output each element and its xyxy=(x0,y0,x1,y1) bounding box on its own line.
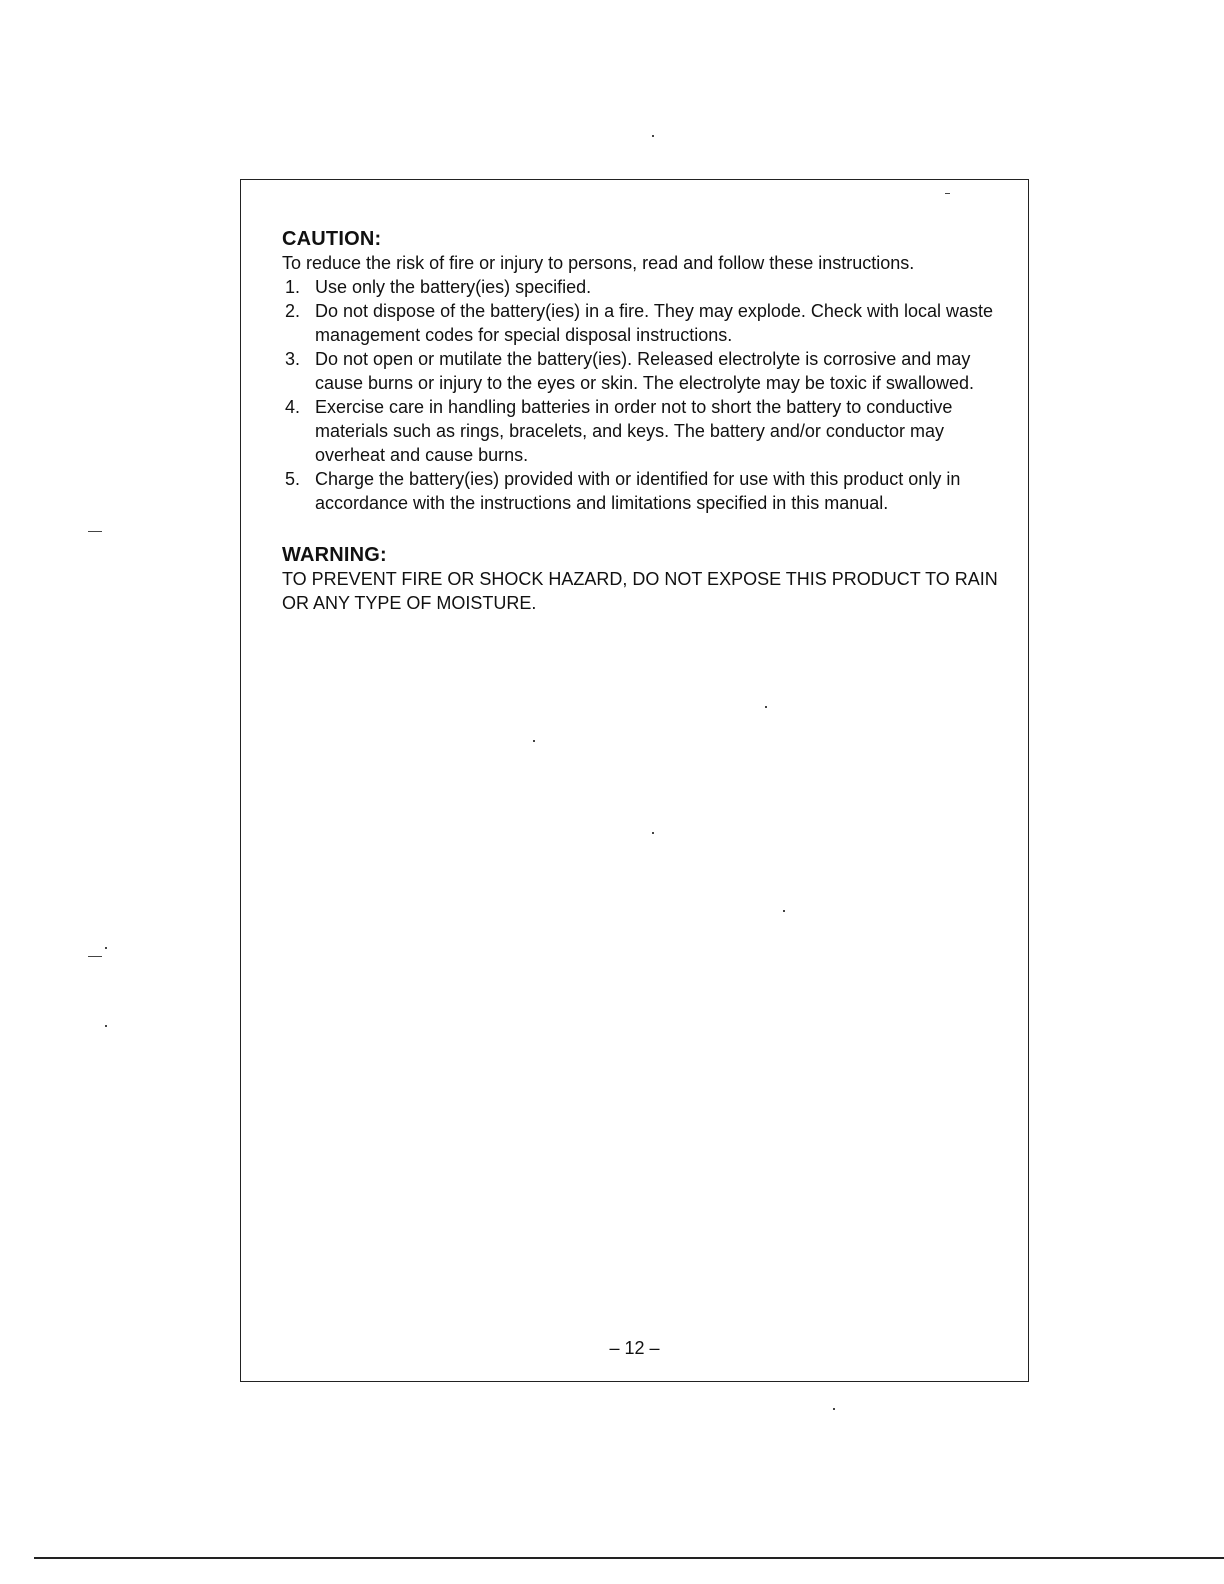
caution-item-number: 3. xyxy=(285,349,301,369)
scan-speck xyxy=(833,1408,835,1410)
content-area xyxy=(282,227,1002,615)
warning-section xyxy=(282,543,1002,615)
warning-text: TO PREVENT FIRE OR SHOCK HAZARD, DO NOT EXPOSE THIS PRODUCT TO RAIN OR ANY TYPE OF MOISTURE. xyxy=(282,569,998,613)
caution-item xyxy=(282,467,1002,515)
caution-item-text: Do not open or mutilate the battery(ies). Released electrolyte is corrosive and may cause burns or injury to the eyes or skin. The electrolyte may be toxic if swallowed. xyxy=(315,349,974,393)
bottom-rule xyxy=(34,1557,1224,1559)
scan-speck xyxy=(652,832,654,834)
scan-speck xyxy=(765,706,767,708)
caution-item-text: Use only the battery(ies) specified. xyxy=(315,277,592,297)
scan-speck xyxy=(533,740,535,742)
scan-speck xyxy=(88,956,102,957)
caution-item-number: 4. xyxy=(285,397,301,417)
caution-item xyxy=(282,275,1002,299)
scan-speck xyxy=(105,947,107,949)
caution-section xyxy=(282,227,1002,515)
scan-speck xyxy=(783,910,785,912)
scan-speck xyxy=(105,1025,107,1027)
scan-speck xyxy=(652,135,654,137)
caution-item xyxy=(282,299,1002,347)
caution-item-number: 1. xyxy=(285,277,301,297)
scan-speck xyxy=(945,193,950,194)
caution-heading: CAUTION: xyxy=(282,228,382,250)
caution-item-text: Exercise care in handling batteries in order not to short the battery to conductive materials such as rings, bracelets, and keys. The battery and/or conductor may overheat and cause burns. xyxy=(315,397,953,465)
caution-intro: To reduce the risk of fire or injury to persons, read and follow these instructions. xyxy=(282,253,915,273)
caution-list xyxy=(282,275,1002,515)
caution-item xyxy=(282,395,1002,467)
caution-item-text: Do not dispose of the battery(ies) in a fire. They may explode. Check with local waste management codes for special disposal instructions. xyxy=(315,301,993,345)
caution-item-number: 2. xyxy=(285,301,301,321)
caution-item-number: 5. xyxy=(285,469,301,489)
warning-heading: WARNING: xyxy=(282,544,387,566)
caution-item-text: Charge the battery(ies) provided with or identified for use with this product only in accordance with the instructions and limitations specified in this manual. xyxy=(315,469,961,513)
page-number: – 12 – xyxy=(609,1338,660,1358)
page-frame xyxy=(240,179,1029,1382)
scan-speck xyxy=(88,531,102,532)
caution-item xyxy=(282,347,1002,395)
